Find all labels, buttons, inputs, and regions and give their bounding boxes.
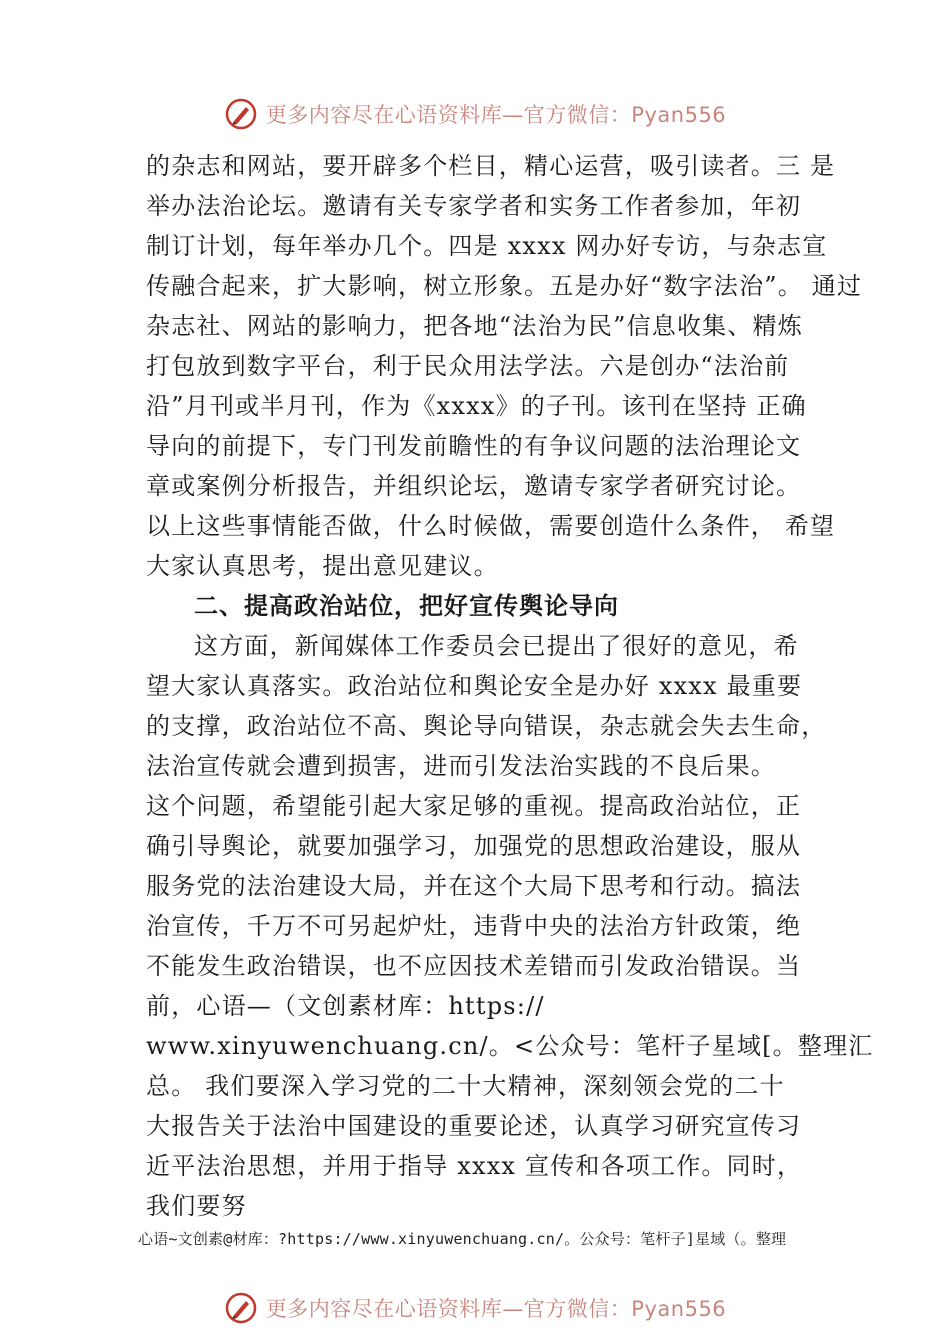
body-line: 的支撑，政治站位不高、舆论导向错误，杂志就会失去生命， [146, 712, 827, 740]
header-banner [0, 94, 950, 134]
pen-logo-icon [224, 1291, 258, 1325]
header-banner-text: 更多内容尽在心语资料库—官方微信：Pyan556 [265, 103, 727, 127]
document-body [146, 146, 874, 1226]
footer-watermark-text: 心语~文创素@材库：?https://www.xinyuwenchuang.cn/。公众号：笔杆子]星域（。整理 [138, 1230, 787, 1248]
body-line: 章或案例分析报告，并组织论坛，邀请专家学者研究讨论。 [146, 472, 802, 500]
body-line: 制订计划，每年举办几个。四是 xxxx 网办好专访，与杂志宣 [146, 232, 828, 260]
body-line: 确引导舆论，就要加强学习，加强党的思想政治建设，服从 [146, 832, 802, 860]
body-line: 法治宣传就会遭到损害，进而引发法治实践的不良后果。 [146, 752, 776, 780]
pen-logo-icon [224, 97, 258, 131]
body-line: 这个问题，希望能引起大家足够的重视。提高政治站位，正 [146, 792, 802, 820]
body-line: 举办法治论坛。邀请有关专家学者和实务工作者参加，年初 [146, 192, 802, 220]
section-heading: 二、提高政治站位，把好宣传舆论导向 [194, 592, 619, 620]
body-line: 服务党的法治建设大局，并在这个大局下思考和行动。搞法 [146, 872, 802, 900]
body-line: 这方面，新闻媒体工作委员会已提出了很好的意见，希 [194, 632, 799, 660]
body-line: 望大家认真落实。政治站位和舆论安全是办好 xxxx 最重要 [146, 672, 803, 700]
bottom-banner-text: 更多内容尽在心语资料库—官方微信：Pyan556 [265, 1297, 727, 1321]
body-line: 打包放到数字平台，利于民众用法学法。六是创办“法治前 [146, 352, 790, 380]
body-line: 杂志社、网站的影响力，把各地“法治为民”信息收集、精炼 [146, 312, 803, 340]
body-line: 导向的前提下，专门刊发前瞻性的有争议问题的法治理论文 [146, 432, 802, 460]
body-line: 不能发生政治错误，也不应因技术差错而引发政治错误。当 [146, 952, 802, 980]
body-line: 近平法治思想，并用于指导 xxxx 宣传和各项工作。同时， [146, 1152, 803, 1180]
body-line: www.xinyuwenchuang.cn/。<公众号：笔杆子星域[。整理汇 [146, 1032, 874, 1060]
body-line: 传融合起来，扩大影响，树立形象。五是办好“数字法治”。 通过 [146, 272, 863, 300]
body-line: 我们要努 [146, 1192, 247, 1220]
body-line: 治宣传，千万不可另起炉灶，违背中央的法治方针政策，绝 [146, 912, 802, 940]
body-line: 大家认真思考，提出意见建议。 [146, 552, 499, 580]
body-line: 总。 我们要深入学习党的二十大精神，深刻领会党的二十 [146, 1072, 785, 1100]
bottom-banner [0, 1288, 950, 1328]
body-line: 以上这些事情能否做，什么时候做，需要创造什么条件， 希望 [146, 512, 836, 540]
body-line: 的杂志和网站，要开辟多个栏目，精心运营，吸引读者。三 是 [146, 152, 836, 180]
body-line: 沿”月刊或半月刊，作为《xxxx》的子刊。该刊在坚持 正确 [146, 392, 807, 420]
body-line: 前，心语—（文创素材库：https:// [146, 992, 545, 1020]
body-line: 大报告关于法治中国建设的重要论述，认真学习研究宣传习 [146, 1112, 802, 1140]
